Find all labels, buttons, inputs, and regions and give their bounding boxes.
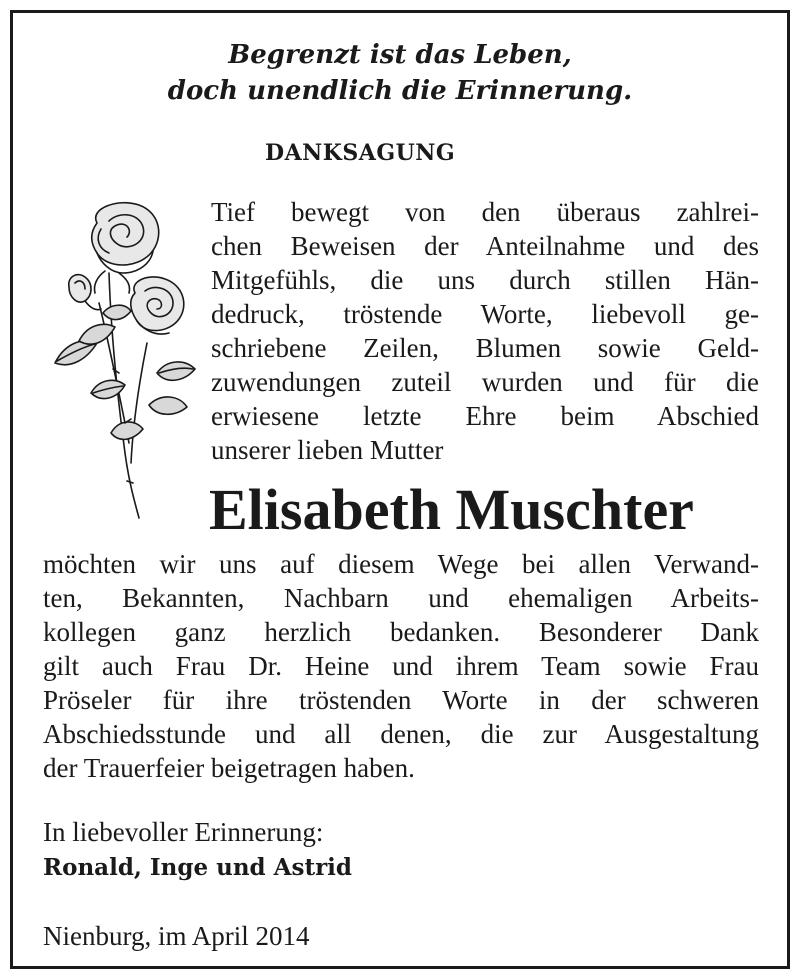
deceased-name: Elisabeth Muschter (209, 477, 694, 542)
signers: Ronald, Inge und Astrid (43, 854, 353, 881)
body-paragraph (43, 547, 759, 785)
motto-line-2: doch unendlich die Erinnerung. (167, 76, 633, 106)
body-line: ten, Bekannten, Nachbarn und ehemaligen Arbeits- (43, 583, 759, 613)
intro-line: zuwendungen zuteil wurden und für die (211, 367, 759, 397)
intro-line: unserer lieben Mutter (211, 435, 444, 465)
closing-text: In liebevoller Erinnerung: (43, 817, 324, 847)
body-line: Abschiedsstunde und all denen, die zur Ausgestaltung (43, 719, 759, 749)
place-date: Nienburg, im April 2014 (43, 921, 310, 951)
intro-line: Mitgefühls, die uns durch stillen Hän- (211, 265, 759, 295)
body-line: möchten wir uns auf diesem Wege bei allen Verwand- (43, 549, 759, 579)
intro-line: erwiesene letzte Ehre beim Abschied (211, 401, 759, 431)
body-line: Pröseler für ihre tröstenden Worte in der schweren (43, 685, 759, 715)
intro-line: schriebene Zeilen, Blumen sowie Geld- (211, 333, 759, 363)
rose-illustration-icon (39, 193, 204, 523)
intro-line: Tief bewegt von den überaus zahlrei- (211, 197, 759, 227)
body-line: gilt auch Frau Dr. Heine und ihrem Team sowie Frau (43, 651, 759, 681)
motto-line-1: Begrenzt ist das Leben, (228, 40, 572, 70)
intro-line: chen Beweisen der Anteilnahme und des (211, 231, 759, 261)
intro-paragraph (211, 195, 759, 467)
heading-danksagung: DANKSAGUNG (265, 140, 456, 166)
body-line: der Trauerfeier beigetragen haben. (43, 753, 415, 783)
motto (13, 37, 787, 109)
notice-frame (10, 10, 790, 969)
body-line: kollegen ganz herzlich bedanken. Besonderer Dank (43, 617, 759, 647)
intro-line: dedruck, tröstende Worte, liebevoll ge- (211, 299, 759, 329)
